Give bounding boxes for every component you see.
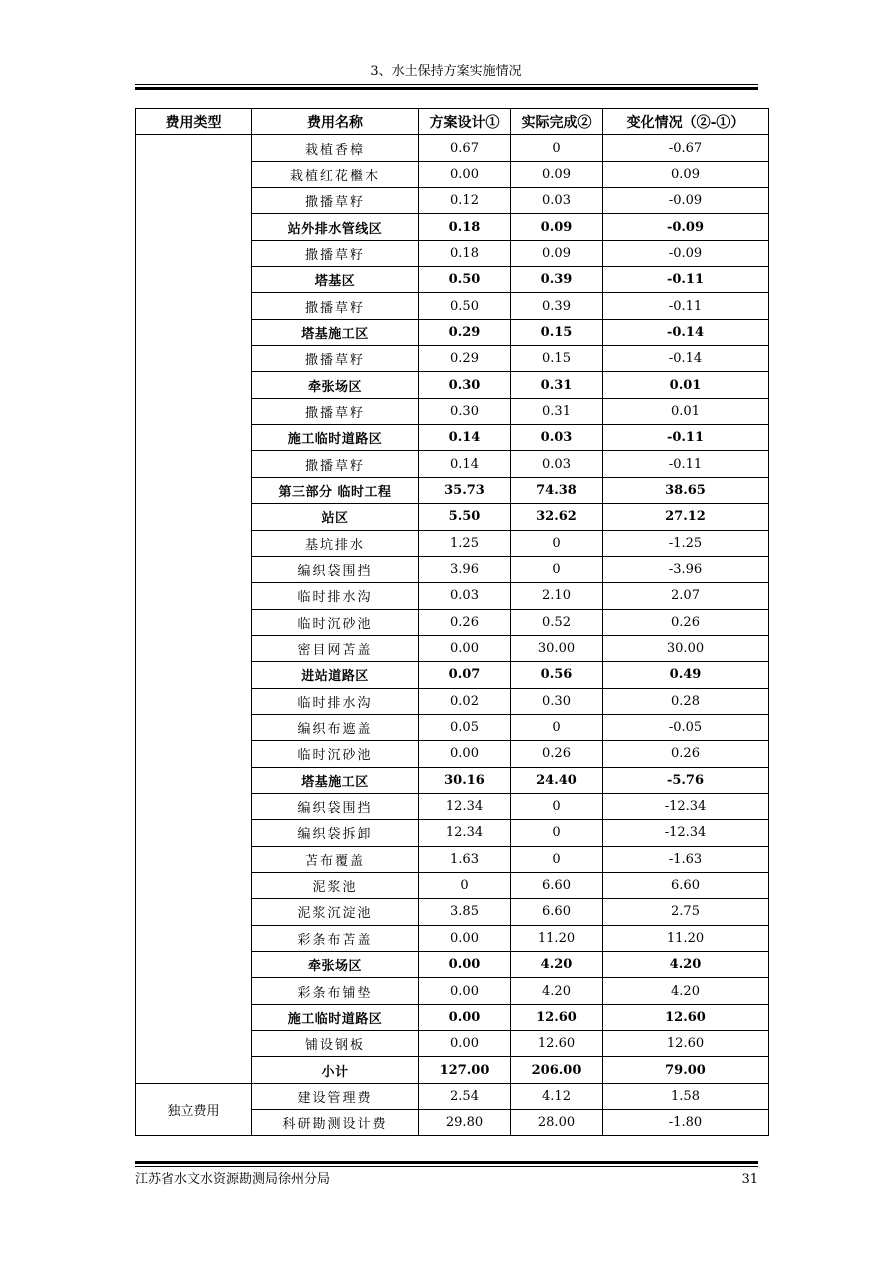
actual-value-cell: 0 <box>511 556 603 582</box>
actual-value-cell: 74.38 <box>511 477 603 503</box>
cost-name-cell: 施工临时道路区 <box>252 425 419 451</box>
actual-value-cell: 0.03 <box>511 451 603 477</box>
actual-value-cell: 2.10 <box>511 583 603 609</box>
cost-name-cell: 第三部分 临时工程 <box>252 477 419 503</box>
change-value-cell: 4.20 <box>603 978 769 1004</box>
cost-name-cell: 塔基施工区 <box>252 319 419 345</box>
design-value-cell: 12.34 <box>419 793 511 819</box>
cost-name-cell: 进站道路区 <box>252 662 419 688</box>
cost-name-cell: 临时沉砂池 <box>252 609 419 635</box>
actual-value-cell: 0 <box>511 793 603 819</box>
actual-value-cell: 0.15 <box>511 346 603 372</box>
col-header-change: 变化情况（②-①） <box>603 109 769 135</box>
design-value-cell: 0.50 <box>419 267 511 293</box>
design-value-cell: 3.96 <box>419 556 511 582</box>
change-value-cell: 12.60 <box>603 1004 769 1030</box>
design-value-cell: 0.00 <box>419 1031 511 1057</box>
design-value-cell: 1.63 <box>419 846 511 872</box>
actual-value-cell: 0.52 <box>511 609 603 635</box>
col-header-design: 方案设计① <box>419 109 511 135</box>
change-value-cell: 6.60 <box>603 872 769 898</box>
design-value-cell: 29.80 <box>419 1110 511 1136</box>
change-value-cell: -0.09 <box>603 188 769 214</box>
change-value-cell: -12.34 <box>603 820 769 846</box>
design-value-cell: 0.67 <box>419 135 511 161</box>
cost-name-cell: 彩条布铺垫 <box>252 978 419 1004</box>
design-value-cell: 0.14 <box>419 451 511 477</box>
cost-name-cell: 站区 <box>252 504 419 530</box>
actual-value-cell: 0.09 <box>511 240 603 266</box>
cost-name-cell: 密目网苫盖 <box>252 635 419 661</box>
table-row <box>136 135 769 161</box>
actual-value-cell: 4.20 <box>511 978 603 1004</box>
cost-name-cell: 科研勘测设计费 <box>252 1110 419 1136</box>
cost-name-cell: 基坑排水 <box>252 530 419 556</box>
design-value-cell: 0.02 <box>419 688 511 714</box>
page-number: 31 <box>741 1172 758 1187</box>
cost-type-cell-blank <box>136 135 252 1083</box>
cost-name-cell: 临时沉砂池 <box>252 741 419 767</box>
design-value-cell: 0.00 <box>419 741 511 767</box>
actual-value-cell: 0 <box>511 846 603 872</box>
design-value-cell: 0 <box>419 872 511 898</box>
change-value-cell: -0.09 <box>603 214 769 240</box>
col-header-actual: 实际完成② <box>511 109 603 135</box>
design-value-cell: 30.16 <box>419 767 511 793</box>
change-value-cell: -0.05 <box>603 714 769 740</box>
actual-value-cell: 6.60 <box>511 899 603 925</box>
actual-value-cell: 0.26 <box>511 741 603 767</box>
actual-value-cell: 32.62 <box>511 504 603 530</box>
change-value-cell: -12.34 <box>603 793 769 819</box>
change-value-cell: 0.09 <box>603 161 769 187</box>
cost-name-cell: 小计 <box>252 1057 419 1083</box>
actual-value-cell: 0 <box>511 820 603 846</box>
actual-value-cell: 12.60 <box>511 1004 603 1030</box>
design-value-cell: 0.18 <box>419 240 511 266</box>
page-header-title: 3、水土保持方案实施情况 <box>370 64 522 79</box>
design-value-cell: 0.07 <box>419 662 511 688</box>
design-value-cell: 0.14 <box>419 425 511 451</box>
actual-value-cell: 24.40 <box>511 767 603 793</box>
change-value-cell: -0.67 <box>603 135 769 161</box>
cost-name-cell: 彩条布苫盖 <box>252 925 419 951</box>
cost-name-cell: 编织布遮盖 <box>252 714 419 740</box>
cost-name-cell: 苫布覆盖 <box>252 846 419 872</box>
table-header-row <box>136 109 769 135</box>
actual-value-cell: 0.03 <box>511 425 603 451</box>
design-value-cell: 0.30 <box>419 398 511 424</box>
change-value-cell: 0.01 <box>603 372 769 398</box>
cost-name-cell: 泥浆池 <box>252 872 419 898</box>
design-value-cell: 35.73 <box>419 477 511 503</box>
change-value-cell: -0.14 <box>603 346 769 372</box>
cost-name-cell: 编织袋拆卸 <box>252 820 419 846</box>
design-value-cell: 0.05 <box>419 714 511 740</box>
change-value-cell: -0.11 <box>603 293 769 319</box>
col-header-type: 费用类型 <box>136 109 252 135</box>
actual-value-cell: 0.30 <box>511 688 603 714</box>
change-value-cell: 0.49 <box>603 662 769 688</box>
design-value-cell: 0.18 <box>419 214 511 240</box>
actual-value-cell: 0.03 <box>511 188 603 214</box>
change-value-cell: 1.58 <box>603 1083 769 1109</box>
change-value-cell: 11.20 <box>603 925 769 951</box>
actual-value-cell: 30.00 <box>511 635 603 661</box>
change-value-cell: 0.28 <box>603 688 769 714</box>
design-value-cell: 0.00 <box>419 952 511 978</box>
cost-name-cell: 撒播草籽 <box>252 240 419 266</box>
cost-name-cell: 牵张场区 <box>252 372 419 398</box>
design-value-cell: 0.50 <box>419 293 511 319</box>
design-value-cell: 0.12 <box>419 188 511 214</box>
footer-rule-thin <box>135 1166 758 1167</box>
design-value-cell: 0.00 <box>419 925 511 951</box>
change-value-cell: 38.65 <box>603 477 769 503</box>
cost-name-cell: 栽植红花檵木 <box>252 161 419 187</box>
cost-table <box>135 108 769 1136</box>
change-value-cell: 0.26 <box>603 609 769 635</box>
change-value-cell: -1.25 <box>603 530 769 556</box>
footer-rule-thick <box>135 1161 758 1164</box>
cost-name-cell: 铺设钢板 <box>252 1031 419 1057</box>
change-value-cell: 0.26 <box>603 741 769 767</box>
actual-value-cell: 0.15 <box>511 319 603 345</box>
change-value-cell: 27.12 <box>603 504 769 530</box>
footer-org: 江苏省水文水资源勘测局徐州分局 <box>135 1172 331 1187</box>
cost-name-cell: 牵张场区 <box>252 952 419 978</box>
cost-name-cell: 塔基区 <box>252 267 419 293</box>
change-value-cell: 4.20 <box>603 952 769 978</box>
change-value-cell: 0.01 <box>603 398 769 424</box>
change-value-cell: -5.76 <box>603 767 769 793</box>
table-body <box>136 135 769 1136</box>
design-value-cell: 0.00 <box>419 161 511 187</box>
design-value-cell: 0.26 <box>419 609 511 635</box>
actual-value-cell: 0.09 <box>511 161 603 187</box>
actual-value-cell: 0.09 <box>511 214 603 240</box>
actual-value-cell: 206.00 <box>511 1057 603 1083</box>
design-value-cell: 0.03 <box>419 583 511 609</box>
actual-value-cell: 0.39 <box>511 293 603 319</box>
change-value-cell: -0.11 <box>603 451 769 477</box>
cost-name-cell: 撒播草籽 <box>252 398 419 424</box>
actual-value-cell: 0 <box>511 135 603 161</box>
actual-value-cell: 4.20 <box>511 952 603 978</box>
change-value-cell: -1.80 <box>603 1110 769 1136</box>
change-value-cell: 12.60 <box>603 1031 769 1057</box>
cost-name-cell: 编织袋围挡 <box>252 556 419 582</box>
cost-name-cell: 建设管理费 <box>252 1083 419 1109</box>
change-value-cell: -0.11 <box>603 267 769 293</box>
actual-value-cell: 0.56 <box>511 662 603 688</box>
design-value-cell: 0.29 <box>419 346 511 372</box>
actual-value-cell: 11.20 <box>511 925 603 951</box>
actual-value-cell: 0.31 <box>511 372 603 398</box>
cost-name-cell: 站外排水管线区 <box>252 214 419 240</box>
design-value-cell: 127.00 <box>419 1057 511 1083</box>
actual-value-cell: 0.39 <box>511 267 603 293</box>
change-value-cell: -0.09 <box>603 240 769 266</box>
col-header-name: 费用名称 <box>252 109 419 135</box>
design-value-cell: 0.00 <box>419 635 511 661</box>
actual-value-cell: 0 <box>511 714 603 740</box>
design-value-cell: 0.29 <box>419 319 511 345</box>
design-value-cell: 3.85 <box>419 899 511 925</box>
design-value-cell: 2.54 <box>419 1083 511 1109</box>
change-value-cell: -0.11 <box>603 425 769 451</box>
design-value-cell: 0.00 <box>419 1004 511 1030</box>
change-value-cell: -0.14 <box>603 319 769 345</box>
design-value-cell: 5.50 <box>419 504 511 530</box>
actual-value-cell: 0.31 <box>511 398 603 424</box>
design-value-cell: 1.25 <box>419 530 511 556</box>
change-value-cell: 79.00 <box>603 1057 769 1083</box>
actual-value-cell: 0 <box>511 530 603 556</box>
cost-name-cell: 施工临时道路区 <box>252 1004 419 1030</box>
cost-name-cell: 临时排水沟 <box>252 583 419 609</box>
cost-name-cell: 撒播草籽 <box>252 293 419 319</box>
change-value-cell: -1.63 <box>603 846 769 872</box>
actual-value-cell: 4.12 <box>511 1083 603 1109</box>
cost-name-cell: 撒播草籽 <box>252 346 419 372</box>
cost-name-cell: 临时排水沟 <box>252 688 419 714</box>
change-value-cell: 2.75 <box>603 899 769 925</box>
table-row <box>136 1083 769 1109</box>
actual-value-cell: 28.00 <box>511 1110 603 1136</box>
cost-name-cell: 撒播草籽 <box>252 451 419 477</box>
cost-name-cell: 塔基施工区 <box>252 767 419 793</box>
design-value-cell: 0.00 <box>419 978 511 1004</box>
header-rule-thin <box>135 84 758 85</box>
design-value-cell: 0.30 <box>419 372 511 398</box>
design-value-cell: 12.34 <box>419 820 511 846</box>
cost-name-cell: 泥浆沉淀池 <box>252 899 419 925</box>
cost-name-cell: 撒播草籽 <box>252 188 419 214</box>
header-rule-thick <box>135 87 758 90</box>
cost-name-cell: 编织袋围挡 <box>252 793 419 819</box>
cost-type-cell-independent: 独立费用 <box>136 1083 252 1136</box>
actual-value-cell: 6.60 <box>511 872 603 898</box>
change-value-cell: 30.00 <box>603 635 769 661</box>
change-value-cell: -3.96 <box>603 556 769 582</box>
cost-name-cell: 栽植香樟 <box>252 135 419 161</box>
change-value-cell: 2.07 <box>603 583 769 609</box>
actual-value-cell: 12.60 <box>511 1031 603 1057</box>
